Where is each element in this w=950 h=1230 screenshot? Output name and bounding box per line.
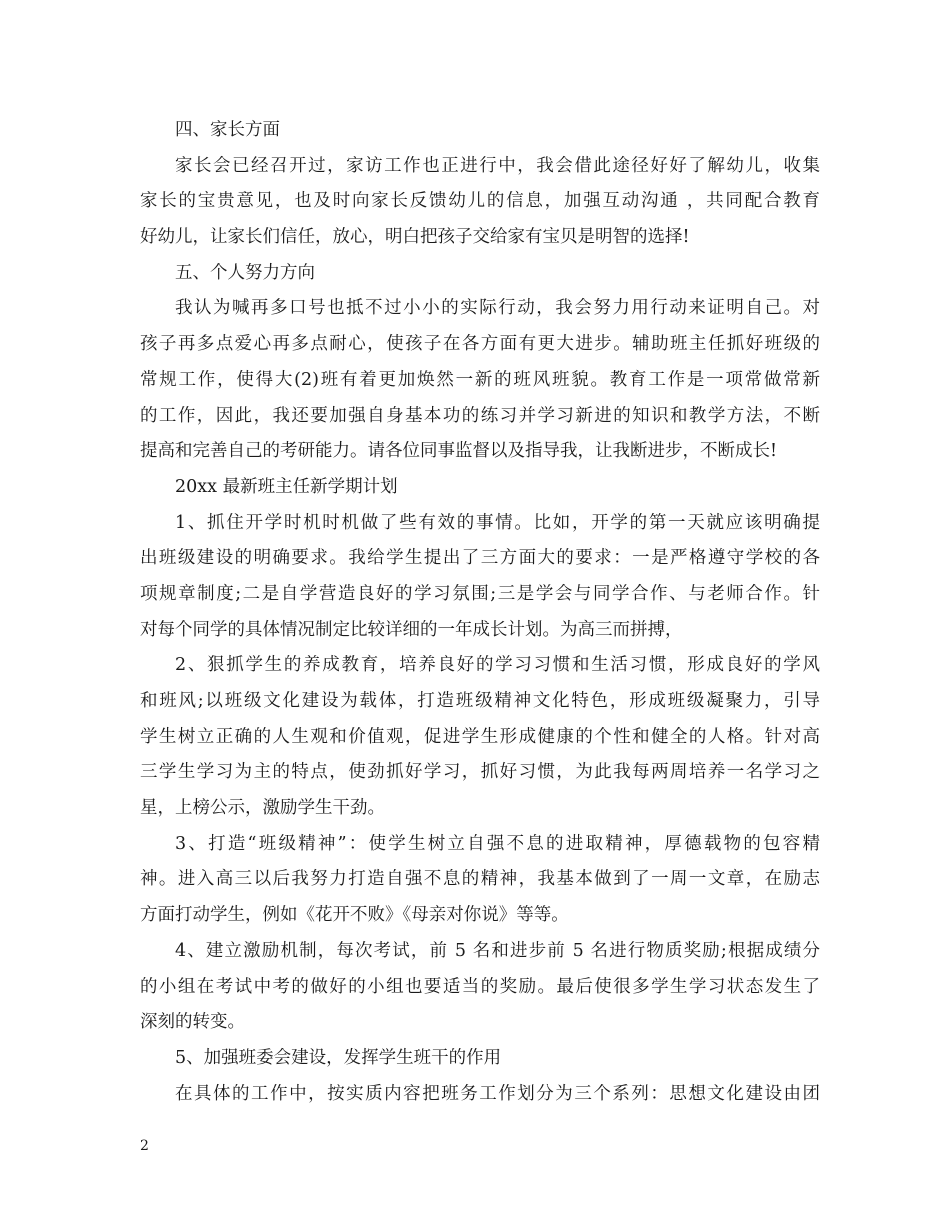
text-line: 1、抓住开学时机时机做了些有效的事情。比如，开学的第一天就应该明确提 [175,512,820,533]
text-line: 的工作，因此，我还要加强自身基本功的练习并学习新进的知识和教学方法，不断 [140,405,820,426]
text-line: 我认为喊再多口号也抵不过小小的实际行动，我会努力用行动来证明自己。对 [175,298,820,319]
text-line: 神。进入高三以后我努力打造自强不息的精神，我基本做到了一周一文章，在励志 [140,869,820,890]
text-line: 出班级建设的明确要求。我给学生提出了三方面大的要求：一是严格遵守学校的各 [140,548,820,569]
text-line: 提高和完善自己的考研能力。请各位同事监督以及指导我，让我断进步，不断成长! [140,441,778,462]
text-line: 3、打造“班级精神”：使学生树立自强不息的进取精神，厚德载物的包容精 [175,833,820,854]
text-line: 项规章制度;二是自学营造良好的学习氛围;三是学会与同学合作、与老师合作。针 [140,583,820,604]
text-line: 方面打动学生，例如《花开不败》《母亲对你说》等等。 [140,905,569,926]
document-body [140,113,820,1112]
text-line: 家长会已经召开过，家访工作也正进行中，我会借此途径好好了解幼儿，收集 [175,155,820,176]
text-line: 孩子再多点爱心再多点耐心，使孩子在各方面有更大进步。辅助班主任抓好班级的 [140,334,820,355]
text-line: 和班风;以班级文化建设为载体，打造班级精神文化特色，形成班级凝聚力，引导 [140,691,820,711]
text-line: 20xx 最新班主任新学期计划 [175,476,398,497]
text-line: 家长的宝贵意见，也及时向家长反馈幼儿的信息，加强互动沟通 ，共同配合教育 [140,191,820,212]
text-line: 深刻的转变。 [140,1012,245,1033]
text-line: 好幼儿，让家长们信任，放心，明白把孩子交给家有宝贝是明智的选择! [140,227,690,248]
text-line: 学生树立正确的人生观和价值观，促进学生形成健康的个性和健全的人格。针对高 [140,726,820,747]
text-line: 在具体的工作中，按实质内容把班务工作划分为三个系列：思想文化建设由团 [175,1083,820,1104]
text-line: 五、个人努力方向 [175,262,315,283]
text-line: 常规工作，使得大(2)班有着更加焕然一新的班风班貌。教育工作是一项常做常新 [140,369,820,390]
text-line: 2、狠抓学生的养成教育，培养良好的学习习惯和生活习惯，形成良好的学风 [175,655,820,676]
text-line: 5、加强班委会建设，发挥学生班干的作用 [175,1047,502,1068]
text-line: 星，上榜公示，激励学生干劲。 [140,798,385,819]
page-number: 2 [140,1138,149,1154]
text-line: 三学生学习为主的特点，使劲抓好学习，抓好习惯，为此我每两周培养一名学习之 [140,762,820,783]
text-line: 四、家长方面 [175,120,280,140]
text-line: 的小组在考试中考的做好的小组也要适当的奖励。最后使很多学生学习状态发生了 [140,976,820,997]
text-line: 4、建立激励机制，每次考试，前 5 名和进步前 5 名进行物质奖励;根据成绩分 [175,940,820,961]
text-line: 对每个同学的具体情况制定比较详细的一年成长计划。为高三而拼搏， [140,619,683,640]
